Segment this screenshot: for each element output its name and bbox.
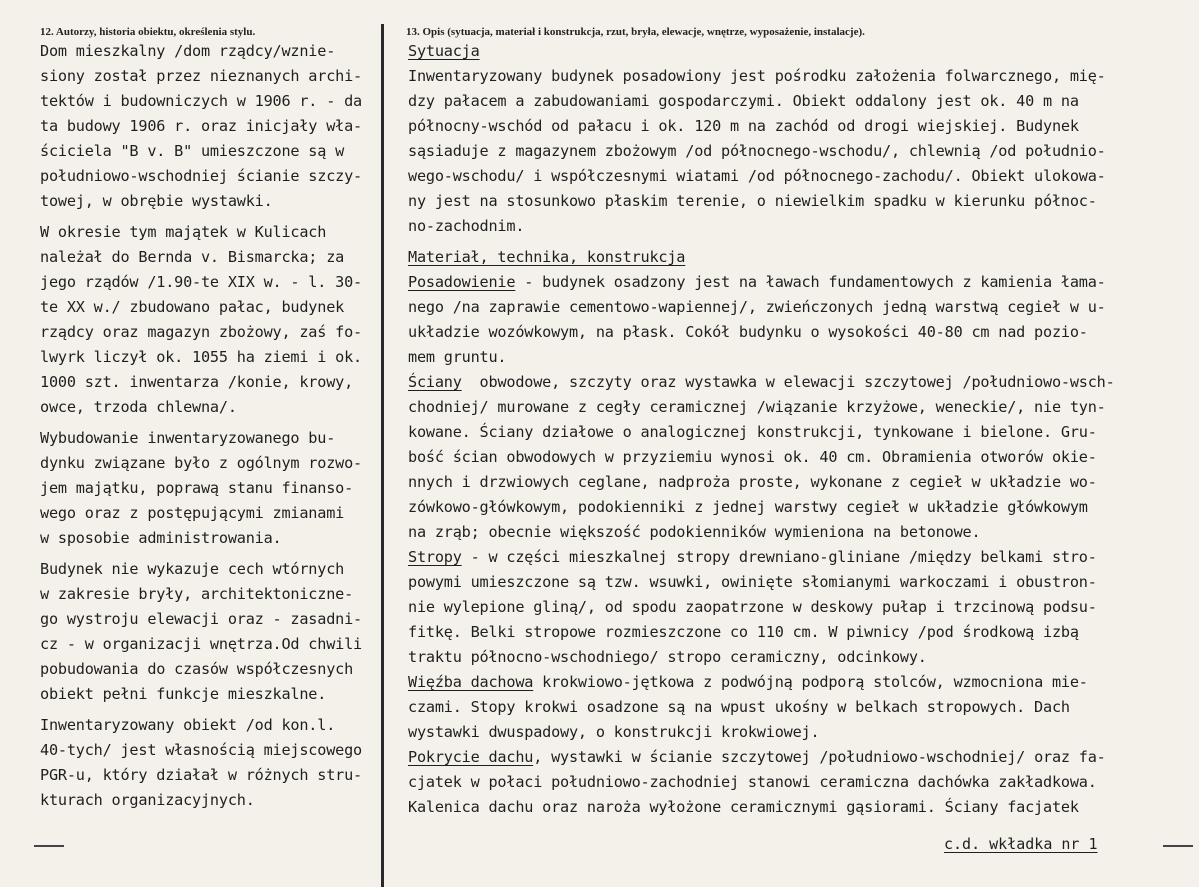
item-first-text: krokwiowo-jętkowa z podwójną podporą stolców, wzmocniona mie- [533,673,1088,691]
text-line: Dom mieszkalny /dom rządcy/wznie- [40,42,336,60]
item-first-line [408,370,1199,395]
text-line: 40-tych/ jest własnością miejscowego [40,741,362,759]
text-line: ściciela "B v. B" umieszczone są w [40,142,345,160]
text-line: owce, trzoda chlewna/. [40,398,237,416]
text-line: Inwentaryzowany budynek posadowiony jest pośrodku założenia folwarcznego, mię- [408,67,1106,85]
item-first-text: - w części mieszkalnej stropy drewniano-gliniane /między belkami stro- [461,548,1097,566]
text-line: Inwentaryzowany obiekt /od kon.l. [40,716,336,734]
right-column-header: 13. Opis (sytuacja, materiał i konstrukcja, rzut, bryła, elewacje, wnętrze, wyposażenie, instalacje). [406,26,865,38]
text-line: kturach organizacyjnych. [40,791,255,809]
text-line: ny jest na stosunkowo płaskim terenie, o niewielkim spadku w kierunku północ- [408,192,1097,210]
text-line: go wystroju elewacji oraz - zasadni- [40,610,362,628]
item-first-line [408,270,1199,295]
text-line: pobudowania do czasów współczesnych [40,660,354,678]
text-line: siony został przez nieznanych archi- [40,67,362,85]
section-heading-text: Sytuacja [408,42,480,60]
item-term: Posadowienie [408,273,516,291]
text-line: rządcy oraz magazyn zbożowy, zaś fo- [40,323,362,341]
text-line: sąsiaduje z magazynem zbożowym /od północnego-wschodu/, chlewnią /od południo- [408,142,1106,160]
text-line: Kalenica dachu oraz naroża wyłożone ceramicznymi gąsiorami. Ściany facjatek [408,798,1079,816]
text-line: wystawki dwuspadowy, o konstrukcji krokwiowej. [408,723,820,741]
text-line: Wybudowanie inwentaryzowanego bu- [40,429,336,447]
section-heading-text: Materiał, technika, konstrukcja [408,248,686,266]
text-line: tektów i budowniczych w 1906 r. - da [40,92,362,110]
item-first-line [408,670,1199,695]
text-line: południowo-wschodniej ścianie szczy- [40,167,362,185]
text-line: dzy pałacem a zabudowaniami gospodarczymi. Obiekt oddalony jest ok. 40 m na [408,92,1079,110]
item-term: Więźba dachowa [408,673,534,691]
text-line: czami. Stopy krokwi osadzone są na wpust ukośny w belkach stropowych. Dach [408,698,1070,716]
text-line: powymi umieszczone są tzw. wsuwki, owinięte słomianymi warkoczami i obustron- [408,573,1097,591]
right-column-text [408,39,1199,820]
item-first-text: - budynek osadzony jest na ławach fundamentowych z kamienia łama- [515,273,1106,291]
text-line: północny-wschód od pałacu i ok. 120 m na zachód od drogi wiejskiej. Budynek [408,117,1079,135]
item-term: Stropy [408,548,462,566]
text-line: na zrąb; obecnie większość podokienników wymieniona na betonowe. [408,523,981,541]
text-line: nnych i drzwiowych ceglane, nadproża proste, wykonane z cegieł w układzie wo- [408,473,1097,491]
right-footer-dash [1163,845,1193,847]
item-first-line [408,745,1199,770]
text-line: obiekt pełni funkcje mieszkalne. [40,685,327,703]
text-line: towej, w obrębie wystawki. [40,192,273,210]
item-term: Pokrycie dachu [408,748,534,766]
text-line: nie wylepione gliną/, od spodu zaopatrzone w deskowy pułap i trzcinową podsu- [408,598,1097,616]
column-divider [381,24,384,887]
text-line: wego-wschodu/ i współczesnymi wiatami /od północnego-zachodu/. Obiekt ulokowa- [408,167,1106,185]
text-line: chodniej/ murowane z cegły ceramicznej /wiązanie krzyżowe, weneckie/, nie tyn- [408,398,1106,416]
text-line: W okresie tym majątek w Kulicach [40,223,327,241]
text-line: nego /na zaprawie cementowo-wapiennej/, zwieńczonych jedną warstwą cegieł w u- [408,298,1106,316]
text-line: no-zachodnim. [408,217,525,235]
left-footer-dash [34,845,64,847]
text-line: układzie wozówkowym, na płask. Cokół budynku o wysokości 40-80 cm nad pozio- [408,323,1088,341]
text-line: traktu północno-wschodniego/ stropo ceramiczny, odcinkowy. [408,648,927,666]
text-line: dynku związane było z ogólnym rozwo- [40,454,362,472]
text-line: bość ścian obwodowych w przyziemiu wynosi ok. 40 cm. Obramienia otworów okie- [408,448,1097,466]
text-line: ta budowy 1906 r. oraz inicjały wła- [40,117,362,135]
text-line: należał do Bernda v. Bismarcka; za [40,248,345,266]
item-first-text: , wystawki w ścianie szczytowej /południowo-wschodniej/ oraz fa- [533,748,1106,766]
section-heading [408,245,1199,270]
item-first-text: obwodowe, szczyty oraz wystawka w elewacji szczytowej /południowo-wsch- [461,373,1115,391]
text-line: jem majątku, poprawą stanu finanso- [40,479,354,497]
text-line: cjatek w połaci południowo-zachodniej stanowi ceramiczna dachówka zakładkowa. [408,773,1097,791]
text-line: wego oraz z postępującymi zmianami [40,504,345,522]
left-column-text [40,39,376,813]
text-line: cz - w organizacji wnętrza.Od chwili [40,635,362,653]
text-line: w sposobie administrowania. [40,529,282,547]
text-line: kowane. Ściany działowe o analogicznej konstrukcji, tynkowane i bielone. Gru- [408,423,1097,441]
text-line: mem gruntu. [408,348,507,366]
item-term: Ściany [408,373,462,391]
text-line: Budynek nie wykazuje cech wtórnych [40,560,345,578]
text-line: jego rządów /1.90-te XIX w. - l. 30- [40,273,362,291]
continuation-note: c.d. wkładka nr 1 [944,835,1098,853]
section-heading [408,39,1199,64]
text-line: 1000 szt. inwentarza /konie, krowy, [40,373,354,391]
text-line: fitkę. Belki stropowe rozmieszczone co 110 cm. W piwnicy /pod środkową izbą [408,623,1079,641]
text-line: te XX w./ zbudowano pałac, budynek [40,298,345,316]
text-line: zówkowo-główkowym, podokienniki z jednej warstwy cegieł w układzie główkowym [408,498,1088,516]
item-first-line [408,545,1199,570]
left-column-header: 12. Autorzy, historia obiektu, określenia stylu. [40,26,256,38]
text-line: lwyrk liczył ok. 1055 ha ziemi i ok. [40,348,362,366]
text-line: w zakresie bryły, architektoniczne- [40,585,354,603]
text-line: PGR-u, który działał w różnych stru- [40,766,362,784]
